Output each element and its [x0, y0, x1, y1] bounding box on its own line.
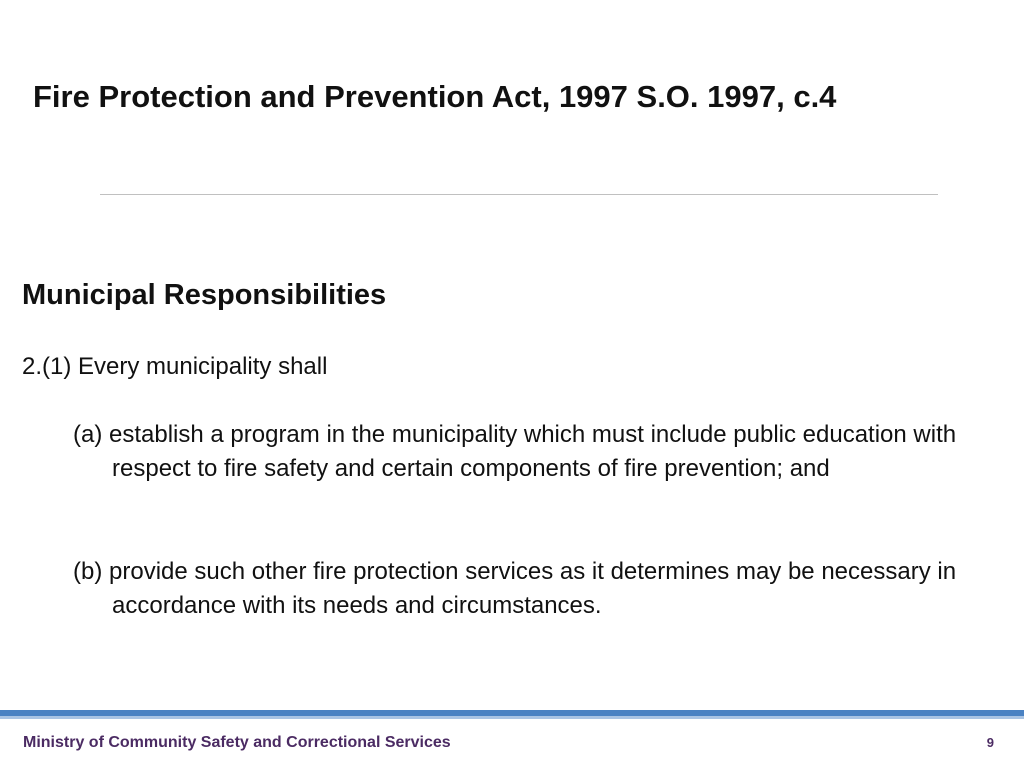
title-divider: [100, 194, 938, 195]
footer-organization: Ministry of Community Safety and Correctional Services: [23, 734, 451, 751]
slide-title: Fire Protection and Prevention Act, 1997 S.O. 1997, c.4: [33, 79, 837, 114]
page-number: 9: [986, 735, 994, 750]
clause-item-a: (a) establish a program in the municipality which must include public education with respect to fire safety and certain components of fire prevention; and: [73, 421, 957, 482]
footer-bar-accent: [0, 716, 1024, 719]
section-heading: Municipal Responsibilities: [22, 279, 387, 311]
clause-intro: 2.(1) Every municipality shall: [22, 353, 328, 380]
clause-item-b: (b) provide such other fire protection services as it determines may be necessary in accordance with its needs and circumstances.: [73, 558, 957, 619]
